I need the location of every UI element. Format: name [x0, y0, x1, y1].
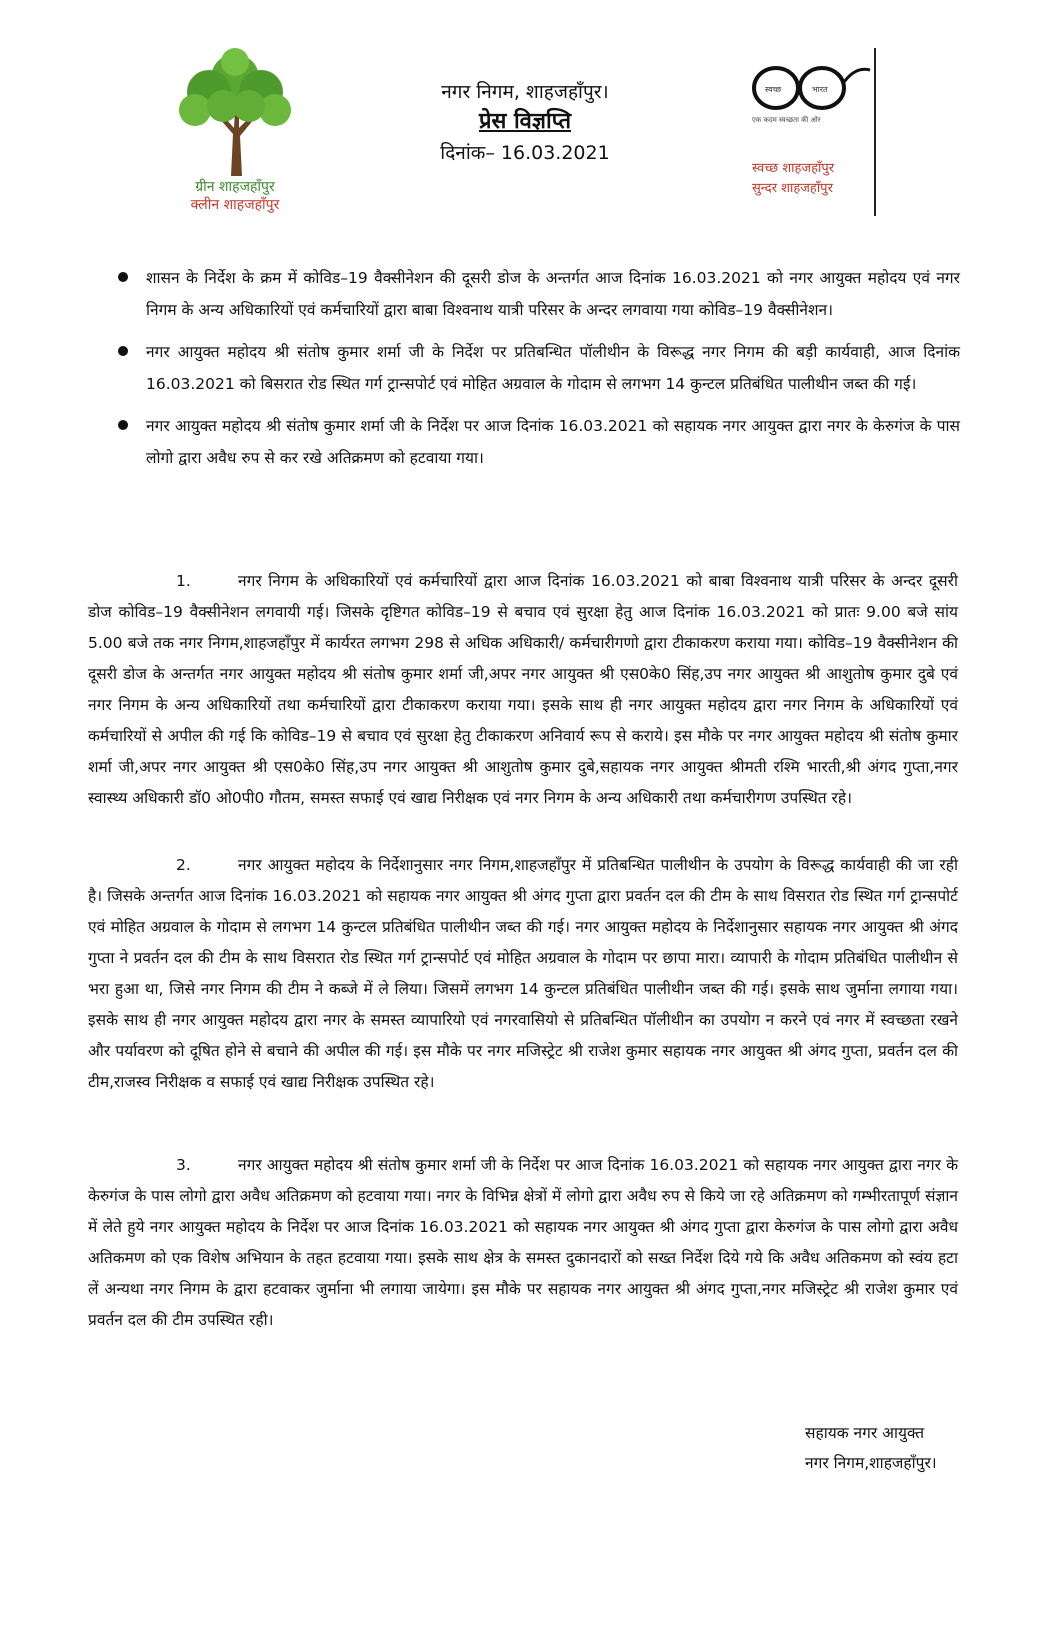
sundar-shahjahanpur-text: सुन्दर शाहजहाँपुर	[752, 181, 833, 196]
bullet-text: नगर आयुक्त महोदय श्री संतोष कुमार शर्मा जी के निर्देश पर आज दिनांक 16.03.2021 को सहायक नगर आयुक्त द्वारा नगर के केरुगंज के पास लोगो द्वारा अवैध रुप से कर रखे अतिक्रमण को हटवाया गया।	[146, 417, 960, 467]
lens-right-text: भारत	[812, 85, 828, 94]
press-release-title: प्रेस विज्ञप्ति	[478, 109, 572, 134]
document-header	[380, 78, 670, 168]
swachh-shahjahanpur-text: स्वच्छ शाहजहाँपुर	[752, 161, 835, 176]
swachh-bharat-logo	[752, 58, 892, 218]
paragraph-number: 2.	[176, 856, 191, 874]
logo-clean-text: क्लीन शाहजहाँपुर	[190, 197, 280, 213]
tree-icon	[175, 48, 295, 176]
glasses-icon	[752, 58, 872, 116]
paragraph-text: नगर निगम के अधिकारियों एवं कर्मचारियों द्वारा आज दिनांक 16.03.2021 को बाबा विश्वनाथ यात्री परिसर के अन्दर दूसरी डोज कोविड–19 वैक्सीनेशन लगवायी गई। जिसके दृष्टिगत कोविड–19 से बचाव एवं सुरक्षा हेतु आज दिनांक 16.03.2021 को प्रातः 9.00 बजे सांय 5.00 बजे तक नगर निगम,शाहजहाँपुर में कार्यरत लगभग 298 से अधिक अधिकारी/ कर्मचारीगणो द्वारा टीकाकरण कराया गया। कोविड–19 वैक्सीनेशन की दूसरी डोज के अन्तर्गत नगर आयुक्त महोदय श्री संतोष कुमार शर्मा जी,अपर नगर आयुक्त श्री एस0के0 सिंह,उप नगर आयुक्त श्री आशुतोष कुमार दुबे एवं नगर निगम के अन्य अधिकारियों तथा कर्मचारियों द्वारा टीकाकरण कराया गया। इसके साथ ही नगर आयुक्त महोदय द्वारा नगर निगम के अधिकारियों एवं कर्मचारियों से अपील की गई कि कोविड–19 से बचाव एवं सुरक्षा हेतु टीकाकरण अनिवार्य रूप से कराये। इस मौके पर नगर आयुक्त महोदय श्री संतोष कुमार शर्मा जी,अपर नगर आयुक्त श्री एस0के0 सिंह,उप नगर आयुक्त श्री आशुतोष कुमार दुबे,सहायक नगर आयुक्त श्रीमती रश्मि भारती,श्री अंगद गुप्ता,नगर स्वास्थ्य अधिकारी डॉ0 ओ0पी0 गौतम, समस्त सफाई एवं खाद्य निरीक्षक एवं नगर निगम के अन्य अधिकारी तथा कर्मचारीगण उपस्थित रहे।	[88, 572, 958, 807]
list-item	[110, 336, 960, 400]
highlights-list	[110, 262, 960, 484]
lens-left-text: स्वच्छ	[765, 85, 782, 94]
paragraph-encroachment	[88, 1150, 958, 1336]
logo-green-text: ग्रीन शाहजहाँपुर	[195, 179, 275, 195]
paragraph-number: 1.	[176, 572, 191, 590]
bullet-icon	[118, 272, 128, 282]
bullet-text: शासन के निर्देश के क्रम में कोविड–19 वैक्सीनेशन की दूसरी डोज के अन्तर्गत आज दिनांक 16.03.2021 को नगर आयुक्त महोदय एवं नगर निगम के अन्य अधिकारियों एवं कर्मचारियों द्वारा बाबा विश्वनाथ यात्री परिसर के अन्दर लगवाया गया कोविड–19 वैक्सीनेशन।	[146, 269, 960, 319]
logo-tagline: एक कदम स्वच्छता की ओर	[752, 116, 821, 124]
paragraph-number: 3.	[176, 1156, 191, 1174]
paragraph-vaccination	[88, 566, 958, 814]
signatory-office: नगर निगम,शाहजहाँपुर।	[805, 1454, 937, 1472]
bullet-text: नगर आयुक्त महोदय श्री संतोष कुमार शर्मा जी के निर्देश पर प्रतिबन्धित पॉलीथीन के विरूद्ध नगर निगम की बड़ी कार्यवाही, आज दिनांक 16.03.2021 को बिसरात रोड स्थित गर्ग ट्रान्सपोर्ट एवं मोहित अग्रवाल के गोदाम से लगभग 14 कुन्टल प्रतिबंधित पालीथीन जब्त की गई।	[146, 343, 960, 393]
list-item	[110, 410, 960, 474]
signature-block	[805, 1418, 937, 1478]
organization-title: नगर निगम, शाहजहाँपुर।	[441, 81, 609, 103]
signatory-title: सहायक नगर आयुक्त	[805, 1424, 925, 1442]
header-divider	[874, 48, 876, 216]
release-date: दिनांक– 16.03.2021	[440, 142, 610, 164]
list-item	[110, 262, 960, 326]
green-shahjahanpur-logo	[160, 48, 310, 223]
paragraph-text: नगर आयुक्त महोदय के निर्देशानुसार नगर निगम,शाहजहाँपुर में प्रतिबन्धित पालीथीन के उपयोग के विरूद्ध कार्यवाही की जा रही है। जिसके अन्तर्गत आज दिनांक 16.03.2021 को सहायक नगर आयुक्त श्री अंगद गुप्ता द्वारा प्रवर्तन दल की टीम के साथ विसरात रोड स्थित गर्ग ट्रान्सपोर्ट एवं मोहित अग्रवाल के गोदाम से लगभग 14 कुन्टल प्रतिबंधित पालीथीन जब्त की गई। नगर आयुक्त महोदय के निर्देशानुसार सहायक नगर आयुक्त श्री अंगद गुप्ता ने प्रवर्तन दल की टीम के साथ विसरात रोड स्थित गर्ग ट्रान्सपोर्ट एवं मोहित अग्रवाल के गोदाम पर छापा मारा। व्यापारी के गोदाम प्रतिबंधित पालीथीन से भरा हुआ था, जिसे नगर निगम की टीम ने कब्जे में ले लिया। जिसमें लगभग 14 कुन्टल प्रतिबंधित पालीथीन जब्त की गई। इसके साथ जुर्माना लगाया गया। इसके साथ ही नगर आयुक्त महोदय द्वारा नगर के समस्त व्यापारियो एवं नगरवासियो से प्रतिबन्धित पॉलीथीन का उपयोग न करने एवं नगर में स्वच्छता रखने और पर्यावरण को दूषित होने से बचाने की अपील की गई। इस मौके पर नगर मजिस्ट्रेट श्री राजेश कुमार सहायक नगर आयुक्त श्री अंगद गुप्ता, प्रवर्तन दल की टीम,राजस्व निरीक्षक व सफाई एवं खाद्य निरीक्षक उपस्थित रहे।	[88, 856, 958, 1091]
bullet-icon	[118, 346, 128, 356]
paragraph-text: नगर आयुक्त महोदय श्री संतोष कुमार शर्मा जी के निर्देश पर आज दिनांक 16.03.2021 को सहायक नगर आयुक्त द्वारा नगर के केरुगंज के पास लोगो द्वारा अवैध अतिक्रमण को हटवाया गया। नगर के विभिन्न क्षेत्रों में लोगो द्वारा अवैध रुप से किये जा रहे अतिक्रमण को गम्भीरतापूर्ण संज्ञान में लेते हुये नगर आयुक्त महोदय के निर्देश पर आज दिनांक 16.03.2021 को सहायक नगर आयुक्त श्री अंगद गुप्ता द्वारा केरुगंज के पास लोगो द्वारा अवैध अतिकमण को एक विशेष अभियान के तहत हटवाया गया। इसके साथ क्षेत्र के समस्त दुकानदारों को सख्त निर्देश दिये गये कि अवैध अतिकमण को स्वंय हटा लें अन्यथा नगर निगम के द्वारा हटवाकर जुर्माना भी लगाया जायेगा। इस मौके पर सहायक नगर आयुक्त श्री अंगद गुप्ता,नगर मजिस्ट्रेट श्री राजेश कुमार एवं प्रवर्तन दल की टीम उपस्थित रही।	[88, 1156, 959, 1329]
bullet-icon	[118, 420, 128, 430]
paragraph-polythene	[88, 850, 958, 1098]
